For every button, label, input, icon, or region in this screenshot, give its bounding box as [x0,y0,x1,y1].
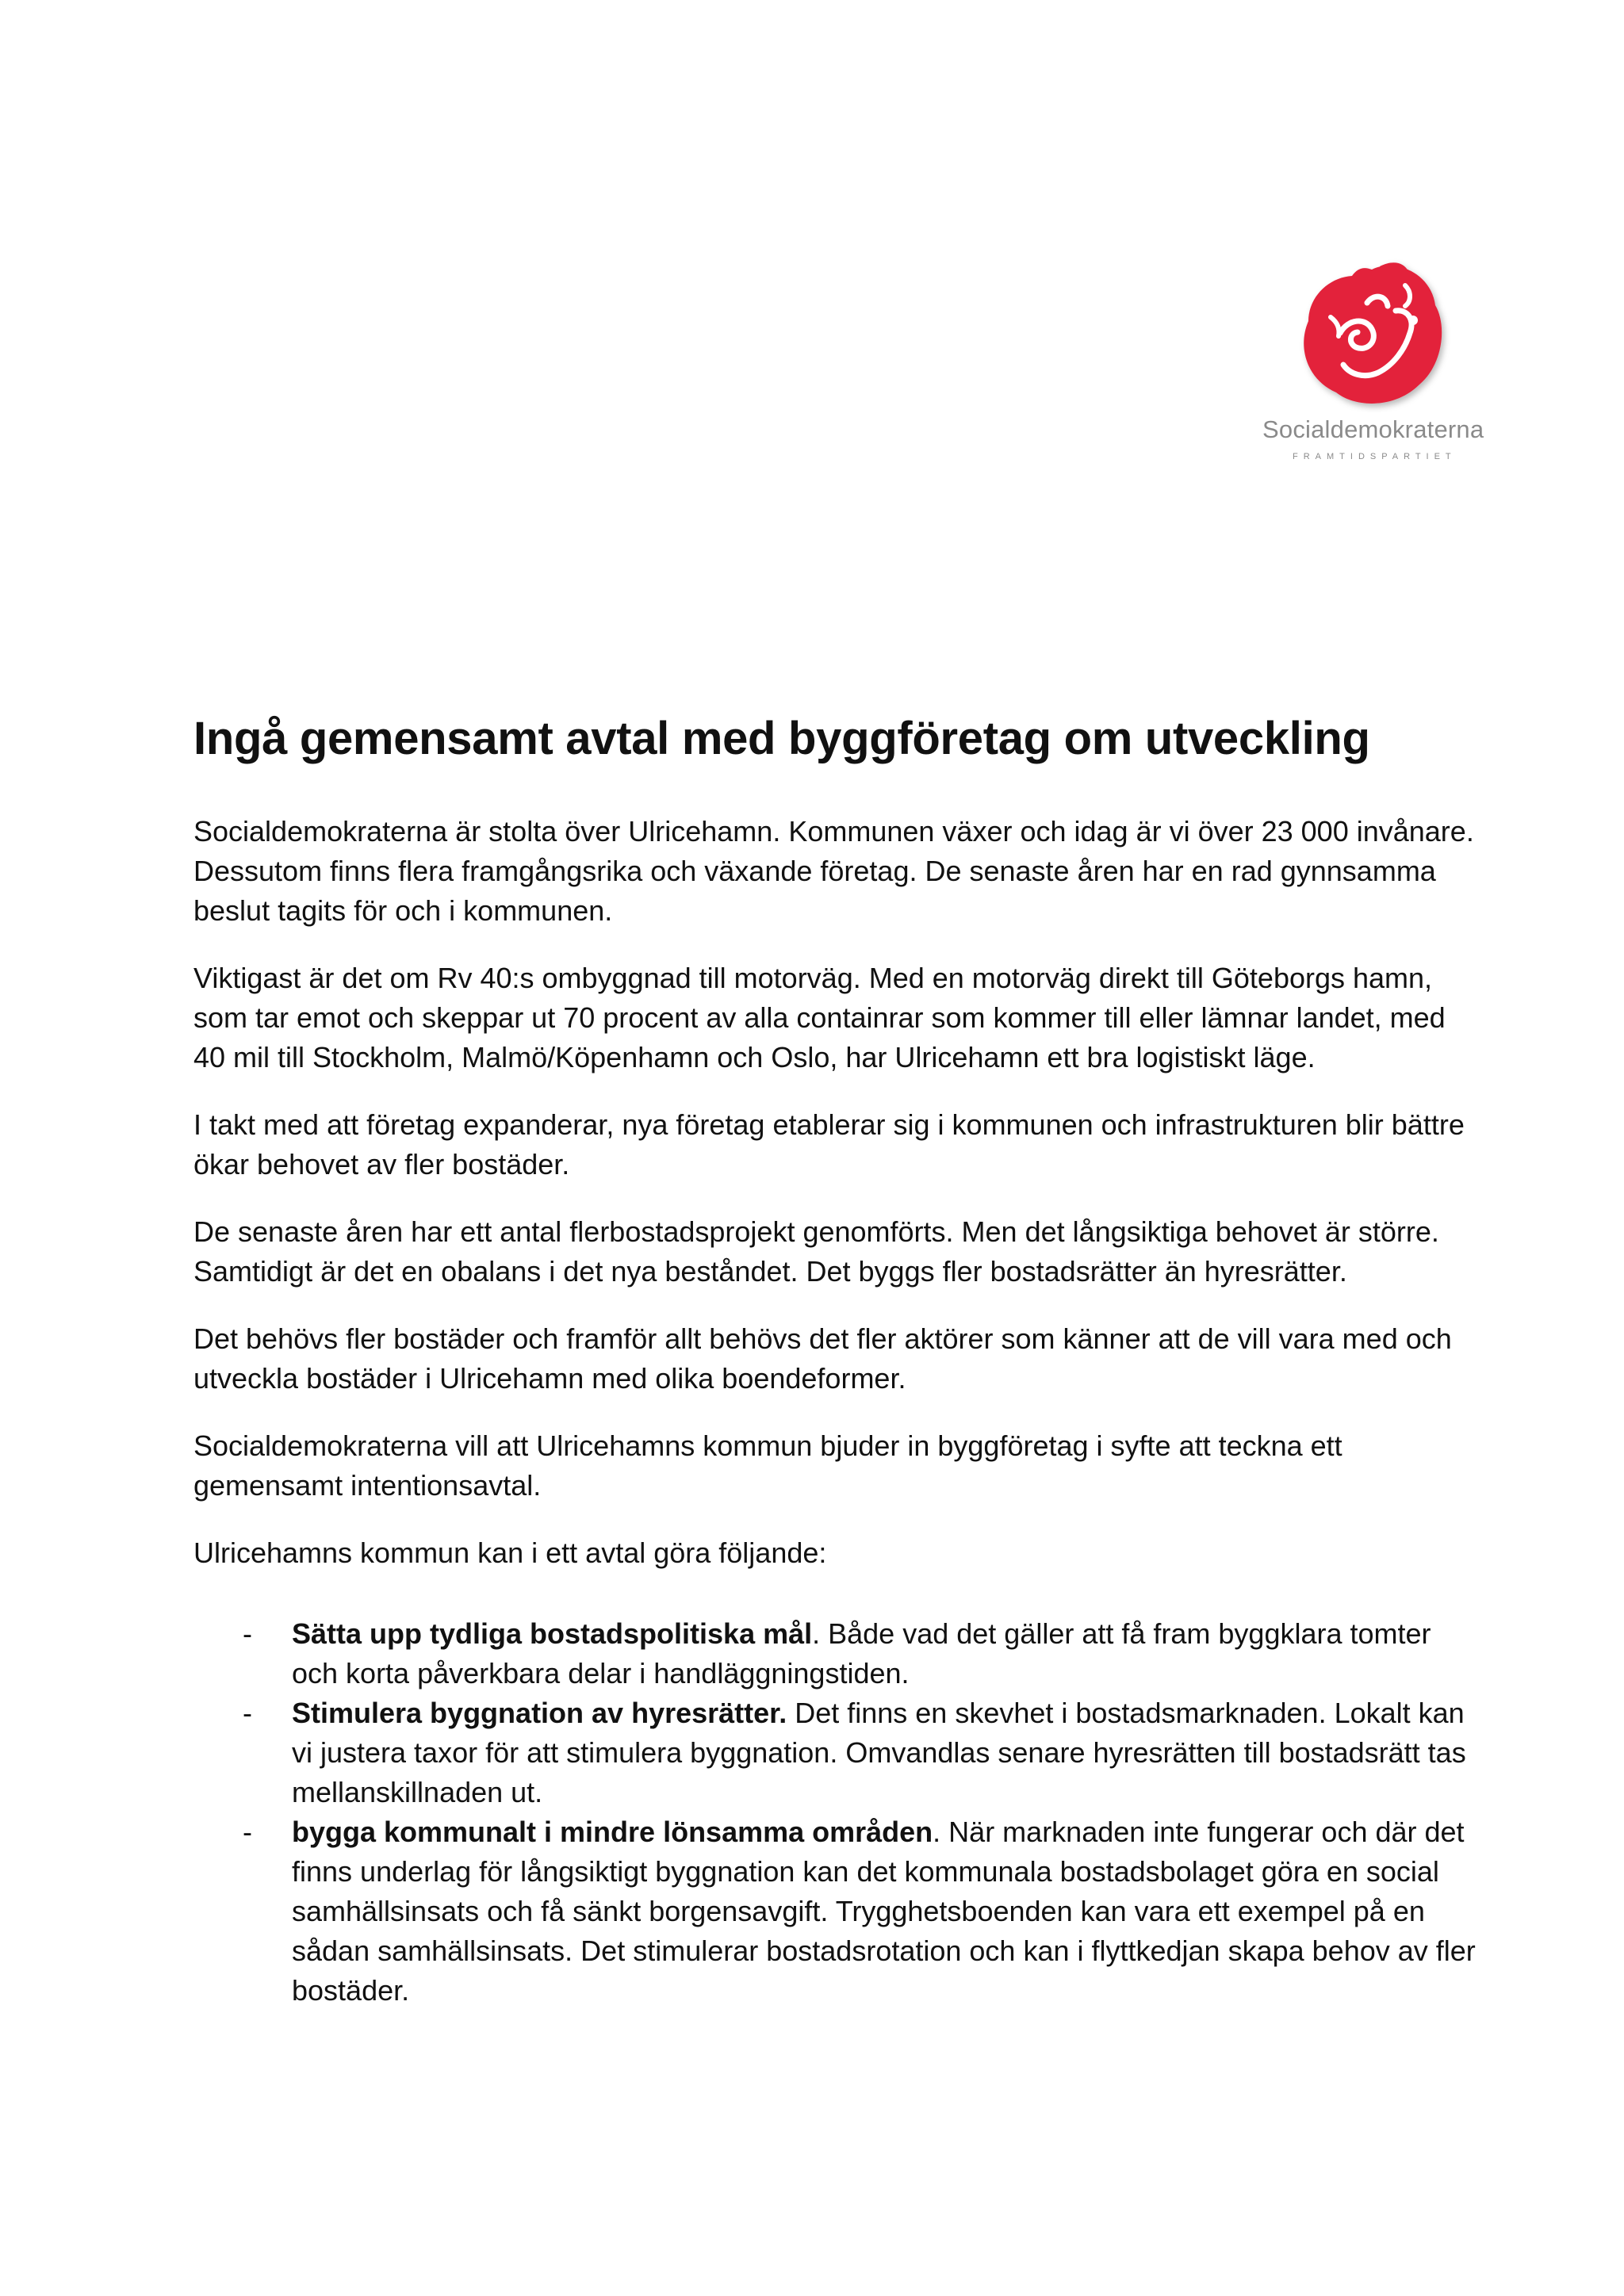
proposal-list [193,1614,1478,2011]
document-title: Ingå gemensamt avtal med byggföretag om utveckling [193,713,1370,764]
list-item [193,1614,1478,1693]
list-item-text: Det finns en skevhet i bostadsmarknaden. Lokalt kan vi justera taxor för att stimulera byggnation. Omvandlas senare hyresrätten till bostadsrätt tas mellanskillnaden ut. [292,1697,1466,1808]
party-logo [1253,254,1491,476]
document-body [193,707,1478,2011]
paragraph: I takt med att företag expanderar, nya företag etablerar sig i kommunen och infrastrukturen blir bättre ökar behovet av fler bostäder. [193,1108,1465,1181]
list-item-heading: Stimulera byggnation av hyresrätter. [292,1697,787,1729]
list-item [193,1693,1478,1812]
list-bullet: - [243,1697,252,1729]
list-item-text: . När marknaden inte fungerar och där det finns underlag för långsiktigt byggnation kan det kommunala bostadsbolaget göra en social samhällsinsats och få sänkt borgensavgift. Trygghetsboenden kan vara ett exempel på en sådan samhällsinsats. Det stimulerar bostadsrotation och kan i flyttkedjan skapa behov av fler bostäder. [292,1816,1476,2007]
list-item-heading: Sätta upp tydliga bostadspolitiska mål [292,1617,813,1650]
rose-icon [1285,254,1459,412]
paragraph: Socialdemokraterna är stolta över Ulricehamn. Kommunen växer och idag är vi över 23 000 invånare. Dessutom finns flera framgångsrika och växande företag. De senaste åren har en rad gynnsamma beslut tagits för och i kommunen. [193,815,1474,927]
list-bullet: - [243,1816,252,1848]
paragraph: Ulricehamns kommun kan i ett avtal göra följande: [193,1536,827,1569]
list-bullet: - [243,1617,252,1650]
list-item [193,1812,1478,2011]
logo-wordmark: Socialdemokraterna [1262,415,1484,443]
list-item-heading: bygga kommunalt i mindre lönsamma områden [292,1816,933,1848]
paragraph: Socialdemokraterna vill att Ulricehamns kommun bjuder in byggföretag i syfte att teckna ett gemensamt intentionsavtal. [193,1429,1342,1502]
paragraph: Viktigast är det om Rv 40:s ombyggnad till motorväg. Med en motorväg direkt till Göteborgs hamn, som tar emot och skeppar ut 70 procent av alla containrar som kommer till eller lämnar landet, med 40 mil till Stockholm, Malmö/Köpenhamn och Oslo, har Ulricehamn ett bra logistiskt läge. [193,962,1446,1073]
logo-tagline: FRAMTIDSPARTIET [1293,452,1457,461]
list-item-text: . Både vad det gäller att få fram byggklara tomter och korta påverkbara delar i handläggningstiden. [292,1617,1431,1689]
paragraph: De senaste åren har ett antal flerbostadsprojekt genomförts. Men det långsiktiga behovet är större. Samtidigt är det en obalans i det nya beståndet. Det byggs fler bostadsrätter än hyresrätter. [193,1215,1439,1288]
paragraph: Det behövs fler bostäder och framför allt behövs det fler aktörer som känner att de vill vara med och utveckla bostäder i Ulricehamn med olika boendeformer. [193,1322,1452,1395]
